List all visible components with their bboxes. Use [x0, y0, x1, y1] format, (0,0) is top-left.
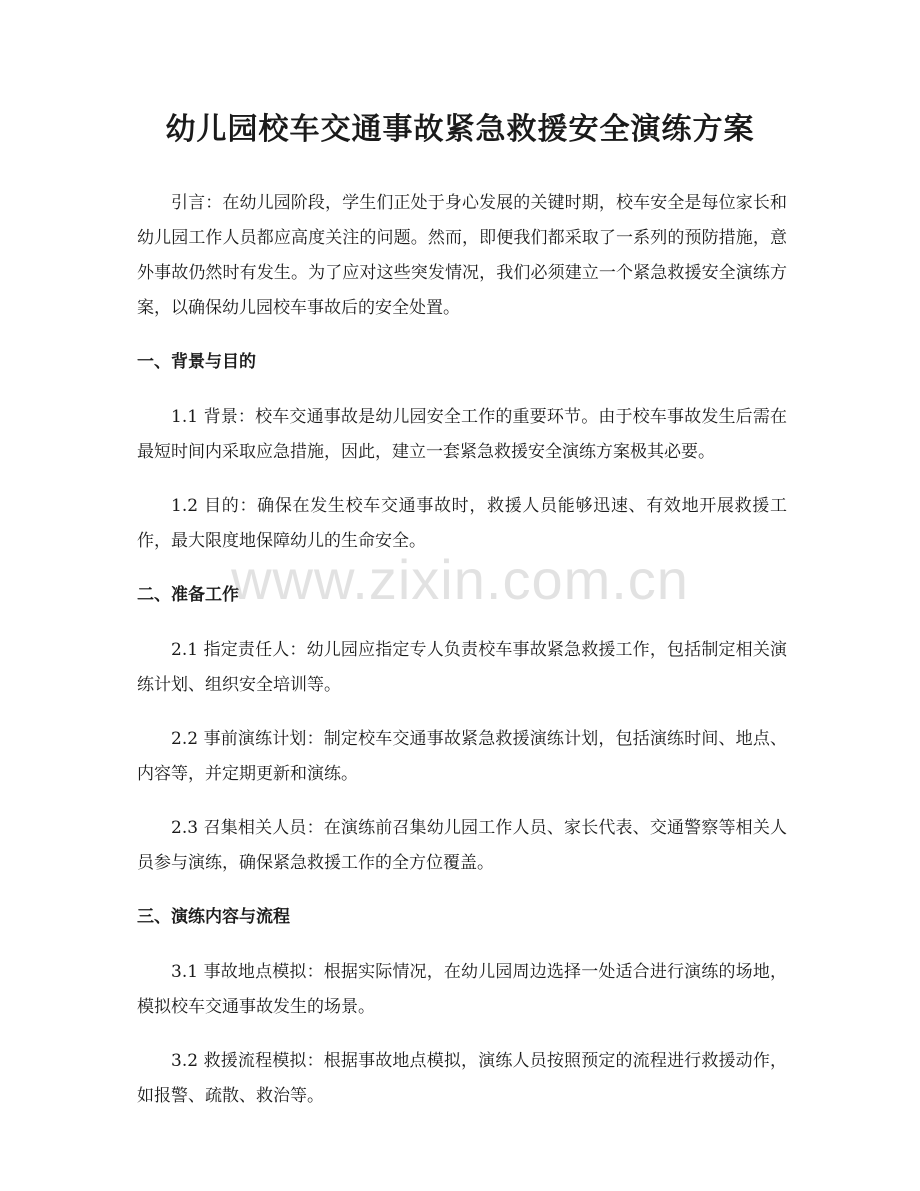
section-heading-drill-content: 三、演练内容与流程	[137, 907, 290, 927]
intro-paragraph: 引言：在幼儿园阶段，学生们正处于身心发展的关键时期，校车安全是每位家长和幼儿园工作人员都应高度关注的问题。然而，即便我们都采取了一系列的预防措施，意外事故仍然时有发生。为了应对这些突发情况，我们必须建立一个紧急救援安全演练方案，以确保幼儿园校车事故后的安全处置。	[137, 193, 787, 318]
paragraph-3-1: 3.1 事故地点模拟：根据实际情况，在幼儿园周边选择一处适合进行演练的场地，模拟校车交通事故发生的场景。	[137, 962, 787, 1017]
section-heading-background: 一、背景与目的	[137, 352, 256, 372]
paragraph-2-2: 2.2 事前演练计划：制定校车交通事故紧急救援演练计划，包括演练时间、地点、内容等，并定期更新和演练。	[137, 729, 787, 784]
paragraph-2-1: 2.1 指定责任人：幼儿园应指定专人负责校车事故紧急救援工作，包括制定相关演练计划、组织安全培训等。	[137, 640, 787, 695]
section-heading-preparation: 二、准备工作	[137, 585, 239, 605]
document-title: 幼儿园校车交通事故紧急救援安全演练方案	[165, 112, 755, 147]
paragraph-2-3: 2.3 召集相关人员：在演练前召集幼儿园工作人员、家长代表、交通警察等相关人员参与演练，确保紧急救援工作的全方位覆盖。	[137, 818, 787, 873]
document-body	[137, 186, 787, 1133]
paragraph-1-2: 1.2 目的：确保在发生校车交通事故时，救援人员能够迅速、有效地开展救援工作，最大限度地保障幼儿的生命安全。	[137, 496, 787, 551]
paragraph-1-1: 1.1 背景：校车交通事故是幼儿园安全工作的重要环节。由于校车事故发生后需在最短时间内采取应急措施，因此，建立一套紧急救援安全演练方案极其必要。	[137, 407, 787, 462]
paragraph-3-2: 3.2 救援流程模拟：根据事故地点模拟，演练人员按照预定的流程进行救援动作，如报警、疏散、救治等。	[137, 1051, 787, 1106]
watermark: www.zixin.com.cn	[231, 548, 689, 611]
